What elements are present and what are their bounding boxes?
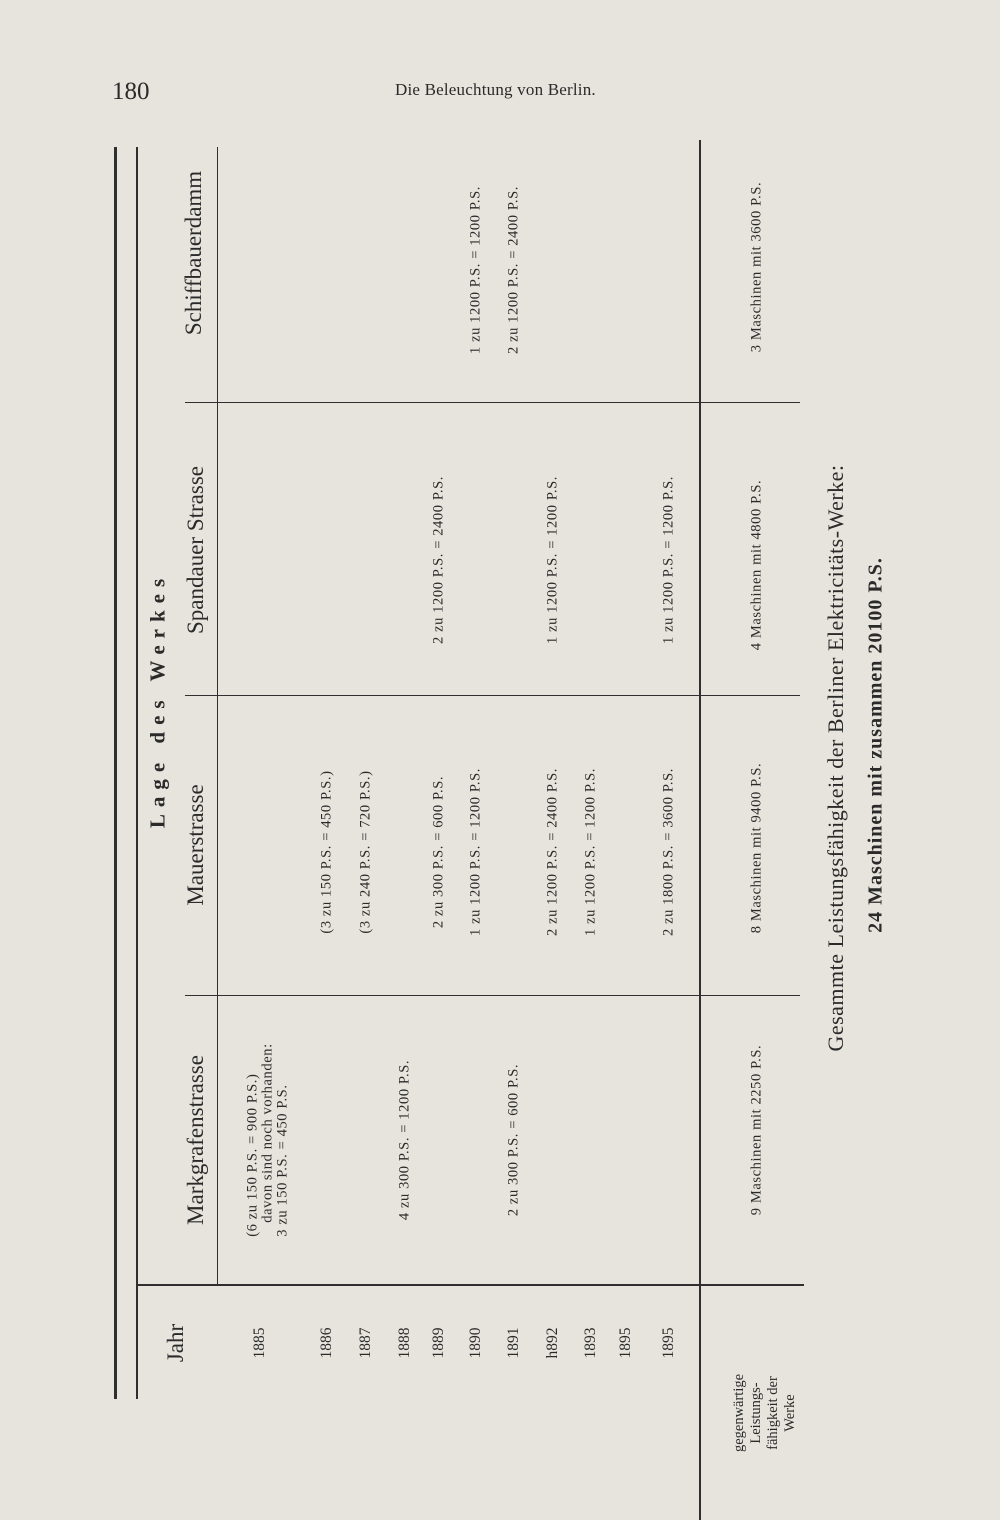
total-label: gegenwärtige Leistungs- fähigkeit der Werke — [731, 1373, 798, 1453]
markgrafen-1885-note: (6 zu 150 P.S. = 900 P.S.) davon sind noch vorhanden: 3 zu 150 P.S. = 450 P.S. — [244, 1043, 291, 1237]
year-cell: 1895 — [660, 1327, 677, 1359]
total-capacity-sum: 24 Maschinen mit zusammen 20100 P.S. — [864, 557, 887, 933]
total-rule — [699, 140, 701, 1520]
markgrafen-1891: 2 zu 300 P.S. = 600 P.S. — [505, 1063, 522, 1217]
col-rule-3 — [185, 402, 800, 403]
col-header-spandauer: Spandauer Strasse — [183, 466, 208, 634]
mauer-1893: 1 zu 1200 P.S. = 1200 P.S. — [582, 767, 599, 937]
year-cell: 1889 — [430, 1327, 447, 1359]
year-cell: 1895 — [617, 1327, 634, 1359]
col-header-schiffbauer: Schiffbauerdamm — [181, 170, 206, 336]
group-title: Lage des Werkes — [145, 571, 170, 829]
year-cell: 1893 — [582, 1327, 599, 1359]
total-markgrafen: 9 Maschinen mit 2250 P.S. — [748, 1044, 765, 1216]
col-header-mauer: Mauerstrasse — [183, 784, 208, 906]
year-col-rule — [136, 1284, 804, 1286]
schiffbauer-1891: 2 zu 1200 P.S. = 2400 P.S. — [505, 185, 522, 355]
year-cell: 1891 — [505, 1327, 522, 1359]
group-header-rule — [136, 147, 138, 1399]
page-number: 180 — [112, 78, 150, 105]
total-spandauer: 4 Maschinen mit 4800 P.S. — [748, 479, 765, 651]
spandauer-1892: 1 zu 1200 P.S. = 1200 P.S. — [544, 475, 561, 645]
table-left-rule — [114, 147, 117, 1399]
total-mauer: 8 Maschinen mit 9400 P.S. — [748, 762, 765, 934]
mauer-1895: 2 zu 1800 P.S. = 3600 P.S. — [660, 767, 677, 937]
year-cell: 1885 — [251, 1327, 268, 1359]
markgrafen-1888: 4 zu 300 P.S. = 1200 P.S. — [396, 1059, 413, 1221]
col-header-year: Jahr — [163, 1323, 188, 1363]
running-title: Die Beleuchtung von Berlin. — [395, 80, 596, 99]
total-capacity-caption: Gesammte Leistungsfähigkeit der Berliner Elektricitäts-Werke: — [823, 464, 848, 1052]
year-cell: 1886 — [318, 1327, 335, 1359]
col-rule-2 — [185, 695, 800, 696]
mauer-1887: (3 zu 240 P.S. = 720 P.S.) — [357, 770, 374, 934]
mauer-1890: 1 zu 1200 P.S. = 1200 P.S. — [467, 767, 484, 937]
spandauer-1889: 2 zu 1200 P.S. = 2400 P.S. — [430, 475, 447, 645]
year-cell: 1888 — [396, 1327, 413, 1359]
mauer-1892: 2 zu 1200 P.S. = 2400 P.S. — [544, 767, 561, 937]
total-schiffbauer: 3 Maschinen mit 3600 P.S. — [748, 181, 765, 353]
mauer-1886: (3 zu 150 P.S. = 450 P.S.) — [318, 770, 335, 934]
spandauer-1895: 1 zu 1200 P.S. = 1200 P.S. — [660, 475, 677, 645]
year-cell: 1890 — [467, 1327, 484, 1359]
schiffbauer-1890: 1 zu 1200 P.S. = 1200 P.S. — [467, 185, 484, 355]
col-rule-1 — [185, 995, 800, 996]
mauer-1889: 2 zu 300 P.S. = 600 P.S. — [430, 775, 447, 929]
col-header-markgrafen: Markgrafenstrasse — [183, 1055, 208, 1225]
year-cell: 1887 — [357, 1327, 374, 1359]
header-rule — [217, 147, 218, 1285]
year-cell: h892 — [544, 1327, 561, 1359]
